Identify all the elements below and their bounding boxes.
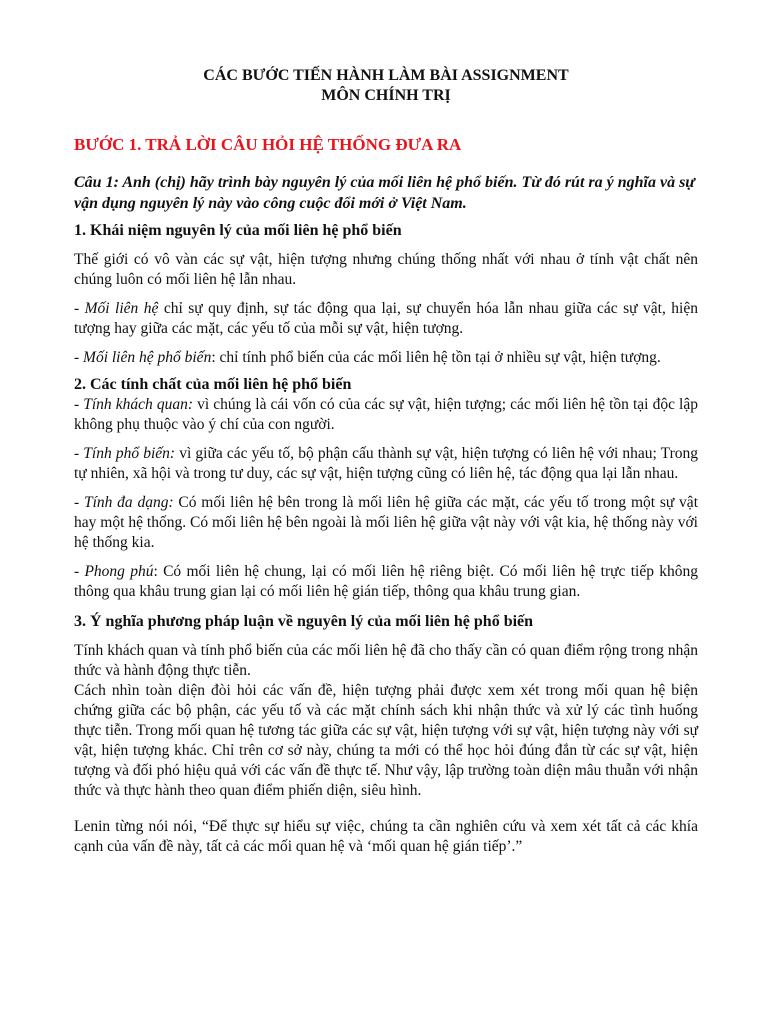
section-2-item-1-text: vì chúng là cái vốn có của các sự vật, hiện tượng; các mối liên hệ tồn tại độc lập không phụ thuộc vào ý chí của con người. (74, 396, 698, 433)
section-2-item-2 (74, 444, 698, 484)
section-2-item-2-text: vì giữa các yếu tố, bộ phận cấu thành sự vật, hiện tượng có liên hệ với nhau; Trong tự nhiên, xã hội và trong tư duy, các sự vật, hiện tượng cũng có liên hệ, tác động qua lại lẫn nhau. (74, 445, 699, 482)
section-2-item-4-term: - Phong phú (74, 563, 154, 580)
section-3-paragraph-3: Lenin từng nói nói, “Để thực sự hiểu sự việc, chúng ta cần nghiên cứu và xem xét tất cả các khía cạnh của vấn đề này, tất cả các mối quan hệ và ‘mối quan hệ gián tiếp’.” (74, 818, 698, 855)
section-3-paragraph-1: Tính khách quan và tính phổ biến của các mối liên hệ đã cho thấy cần có quan điểm rộng trong nhận thức và hành động thực tiễn. (74, 642, 698, 679)
section-1-item-1 (74, 299, 698, 339)
section-1-item-2 (74, 348, 698, 368)
section-2-item-4 (74, 562, 698, 602)
question-1-text: Anh (chị) hãy trình bày nguyên lý của mối liên hệ phổ biến. Từ đó rút ra ý nghĩa và sự vận dụng nguyên lý này vào công cuộc đổi mới ở Việt Nam. (74, 174, 695, 212)
question-1-label: Câu 1: (74, 174, 119, 191)
section-2-item-3-text: Có mối liên hệ bên trong là mối liên hệ giữa các mặt, các yếu tố trong một sự vật hay một hệ thống. Có mối liên hệ bên ngoài là mối liên hệ giữa vật này với vật kia, hệ thống này với hệ thống kia. (74, 494, 698, 551)
section-2-heading: 2. Các tính chất của mối liên hệ phổ biến (74, 376, 352, 393)
section-2-item-4-text: : Có mối liên hệ chung, lại có mối liên hệ riêng biệt. Có mối liên hệ trực tiếp không thông qua khâu trung gian lại có mối liên hệ gián tiếp, thông qua khâu trung gian. (74, 563, 698, 600)
section-2-item-3-term: - Tính đa dạng: (74, 494, 174, 511)
section-1-paragraph-1: Thế giới có vô vàn các sự vật, hiện tượng nhưng chúng thống nhất với nhau ở tính vật chất nên chúng luôn có mối liên hệ lẫn nhau. (74, 251, 698, 288)
section-2-item-2-term: - Tính phổ biến: (74, 445, 176, 462)
document-title (74, 66, 698, 106)
section-3-paragraph-2: Cách nhìn toàn diện đòi hỏi các vấn đề, hiện tượng phải được xem xét trong mối quan hệ biện chứng giữa các bộ phận, các yếu tố và các mặt chính sách khi nhận thức và xử lý các tình huống thực tiễn. Trong mối quan hệ tương tác giữa các sự vật, hiện tượng với sự vật, hiện tượng này với sự vật, hiện tượng khác. Chỉ trên cơ sở này, chúng ta mới có thể học hỏi đúng đắn từ các sự vật, hiện tượng và đối phó hiệu quả với các vấn đề thực tế. Như vậy, lập trường toàn diện mâu thuẫn với nhận thức và thực hành theo quan điểm phiến diện, siêu hình. (74, 682, 698, 799)
section-3-heading: 3. Ý nghĩa phương pháp luận về nguyên lý của mối liên hệ phổ biến (74, 613, 534, 630)
section-1-item-1-text: chỉ sự quy định, sự tác động qua lại, sự chuyển hóa lẫn nhau giữa các sự vật, hiện tượng hay giữa các mặt, các yếu tố của mỗi sự vật, hiện tượng. (74, 300, 698, 337)
section-1-item-1-term: - Mối liên hệ (74, 300, 159, 317)
section-2-item-1-term: - Tính khách quan: (74, 396, 194, 413)
section-1-heading: 1. Khái niệm nguyên lý của mối liên hệ phổ biến (74, 222, 402, 239)
section-1-item-2-term: - Mối liên hệ phổ biến (74, 349, 212, 366)
section-2-item-3 (74, 493, 698, 553)
document-title-line-1: CÁC BƯỚC TIẾN HÀNH LÀM BÀI ASSIGNMENT (203, 67, 569, 84)
question-1 (74, 172, 698, 214)
document-title-line-2: MÔN CHÍNH TRỊ (321, 87, 451, 104)
section-2-item-1 (74, 395, 698, 435)
step-1-heading: BƯỚC 1. TRẢ LỜI CÂU HỎI HỆ THỐNG ĐƯA RA (74, 135, 462, 154)
section-1-item-2-text: : chỉ tính phổ biến của các mối liên hệ tồn tại ở nhiều sự vật, hiện tượng. (211, 349, 661, 366)
document-page (74, 66, 698, 857)
